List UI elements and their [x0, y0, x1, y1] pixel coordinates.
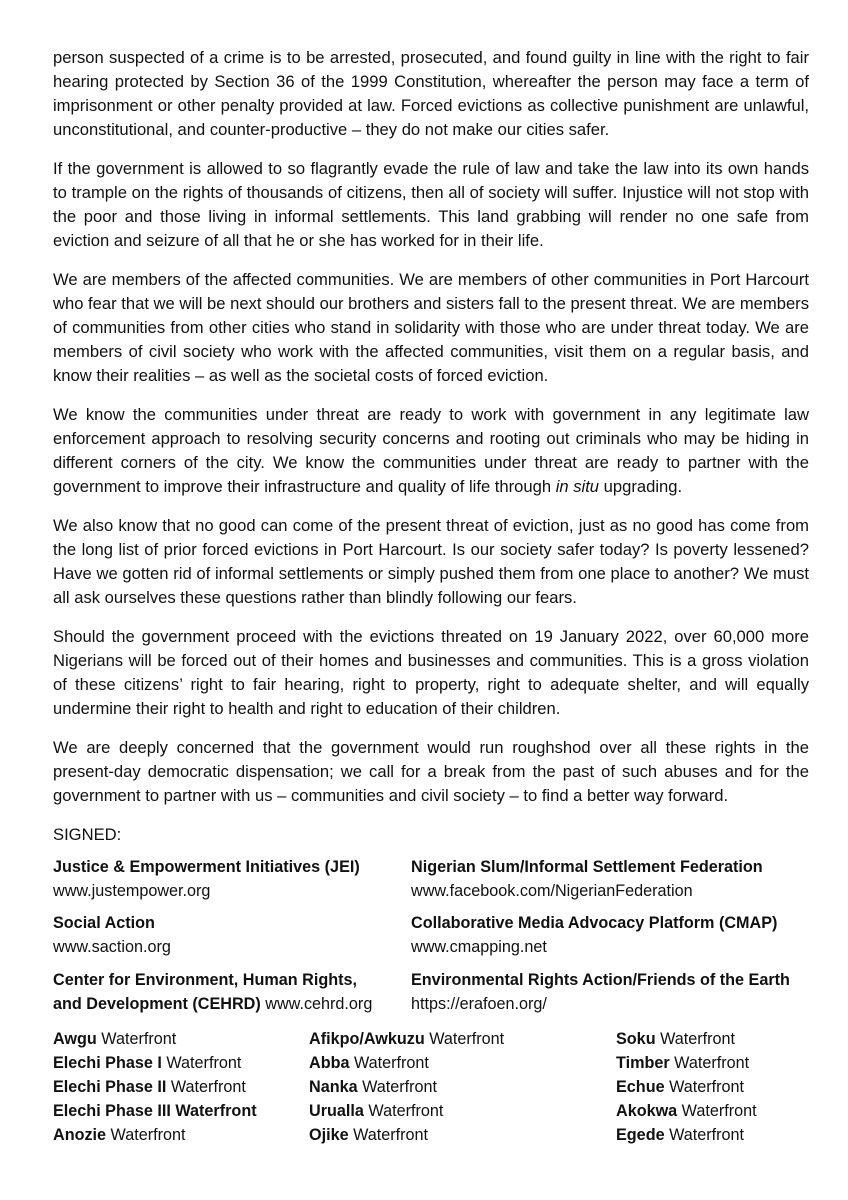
org-name: Social Action [53, 914, 155, 932]
community-item [309, 1027, 504, 1051]
community-suffix: Waterfront [96, 1030, 177, 1048]
org-name: Collaborative Media Advocacy Platform (CMAP) [411, 914, 778, 932]
paragraph-in-situ [53, 403, 809, 499]
paragraph: person suspected of a crime is to be arrested, prosecuted, and found guilty in line with the right to fair hearing protected by Section 36 of the 1999 Constitution, whereafter the person may face a term of imprisonment or other penalty provided at law. Forced evictions as collective punishment are unlawful, unconstitutional, and counter-productive – they do not make our cities safer. [53, 48, 809, 139]
community-name: Urualla [309, 1102, 364, 1120]
community-name: Afikpo/Awkuzu [309, 1030, 425, 1048]
org-name: Center for Environment, Human Rights, and Development (CEHRD) [53, 971, 357, 1013]
community-item [616, 1027, 757, 1051]
paragraph: If the government is allowed to so flagrantly evade the rule of law and take the law into its own hands to trample on the rights of thousands of citizens, then all of society will suffer. Injustice will not stop with the poor and those living in informal settlements. This land grabbing will render no one safe from eviction and seizure of all that he or she has worked for in their life. [53, 159, 809, 250]
community-suffix: Waterfront [664, 1078, 745, 1096]
community-item [616, 1051, 757, 1075]
community-item [309, 1075, 504, 1099]
community-suffix: Waterfront [677, 1102, 757, 1120]
community-name: Echue [616, 1078, 665, 1096]
org-name: Nigerian Slum/Informal Settlement Federation [411, 858, 763, 876]
community-item [616, 1123, 757, 1147]
community-item [616, 1075, 757, 1099]
community-suffix: Waterfront [363, 1102, 444, 1120]
org-url[interactable]: www.justempower.org [53, 882, 211, 900]
community-suffix: Waterfront [357, 1078, 438, 1096]
community-suffix: Waterfront [669, 1054, 750, 1072]
org-nslsf [411, 855, 763, 903]
italic-term: in situ [555, 477, 600, 496]
community-suffix: Waterfront [424, 1030, 505, 1048]
paragraph: We are members of the affected communities. We are members of other communities in Port Harcourt who fear that we will be next should our brothers and sisters fall to the present threat. We are members of communities from other cities who stand in solidarity with those who are under threat today. We are members of civil society who work with the affected communities, visit them on a regular basis, and know their realities – as well as the societal costs of forced eviction. [53, 270, 810, 385]
community-column [309, 1027, 504, 1147]
community-name: Awgu [53, 1030, 97, 1048]
community-item [53, 1027, 257, 1051]
community-name: Elechi Phase I [53, 1054, 162, 1072]
community-name: Egede [616, 1126, 665, 1144]
community-item [309, 1099, 504, 1123]
community-column [616, 1027, 757, 1147]
org-era-foen [411, 968, 790, 1016]
community-name: Abba [309, 1054, 350, 1072]
community-name: Akokwa [616, 1102, 678, 1120]
signed-label: SIGNED: [53, 825, 122, 844]
org-url[interactable]: www.cehrd.org [265, 995, 373, 1013]
community-name: Nanka [309, 1078, 358, 1096]
community-column [53, 1027, 257, 1147]
community-list [53, 1027, 809, 1157]
community-name: Soku [616, 1030, 656, 1048]
community-suffix: Waterfront [166, 1078, 246, 1096]
paragraph: We are deeply concerned that the government would run roughshod over all these rights in the present-day democratic dispensation; we call for a break from the past of such abuses and for the government to partner with us – communities and civil society – to find a better way forward. [53, 738, 809, 805]
community-item [53, 1099, 257, 1123]
community-suffix: Waterfront [348, 1126, 429, 1144]
org-name: Justice & Empowerment Initiatives (JEI) [53, 858, 360, 876]
community-name: Timber [616, 1054, 670, 1072]
community-item [616, 1099, 757, 1123]
org-cehrd [53, 968, 383, 1016]
signatory-organizations [53, 855, 809, 1021]
paragraph-text: We know the communities under threat are ready to work with government in any legitimate law enforcement approach to resolving security concerns and rooting out criminals who may be hiding in different corners of the city. We know the communities under threat are ready to partner with the government to improve their infrastructure and quality of life through [53, 405, 809, 496]
paragraph: We also know that no good can come of the present threat of eviction, just as no good has come from the long list of prior forced evictions in Port Harcourt. Is our society safer today? Is poverty lessened? Have we gotten rid of informal settlements or simply pushed them from one place to another? We must all ask ourselves these questions rather than blindly following our fears. [53, 516, 809, 607]
paragraph: Should the government proceed with the evictions threated on 19 January 2022, over 60,000 more Nigerians will be forced out of their homes and businesses and communities. This is a gross violation of these citizens’ right to fair hearing, right to property, right to adequate shelter, and will equally undermine their right to health and right to education of their children. [53, 627, 809, 718]
org-url[interactable]: https://erafoen.org/ [411, 995, 547, 1013]
org-name: Environmental Rights Action/Friends of the Earth [411, 971, 790, 989]
org-url[interactable]: www.cmapping.net [411, 938, 547, 956]
document-page [53, 46, 809, 1157]
org-url[interactable]: www.facebook.com/NigerianFederation [411, 882, 693, 900]
community-item [53, 1123, 257, 1147]
community-name: Anozie [53, 1126, 107, 1144]
community-item [309, 1051, 504, 1075]
community-name: Ojike [309, 1126, 349, 1144]
community-suffix: Waterfront [106, 1126, 186, 1144]
community-item [53, 1051, 257, 1075]
community-name: Elechi Phase III Waterfront [53, 1102, 257, 1120]
community-suffix: Waterfront [664, 1126, 745, 1144]
paragraph-text: upgrading. [599, 477, 683, 496]
community-name: Elechi Phase II [53, 1078, 167, 1096]
org-social-action [53, 911, 171, 959]
org-url[interactable]: www.saction.org [53, 938, 171, 956]
community-suffix: Waterfront [349, 1054, 429, 1072]
org-jei [53, 855, 360, 903]
community-item [53, 1075, 257, 1099]
community-suffix: Waterfront [655, 1030, 736, 1048]
community-suffix: Waterfront [161, 1054, 242, 1072]
community-item [309, 1123, 504, 1147]
org-cmap [411, 911, 777, 959]
